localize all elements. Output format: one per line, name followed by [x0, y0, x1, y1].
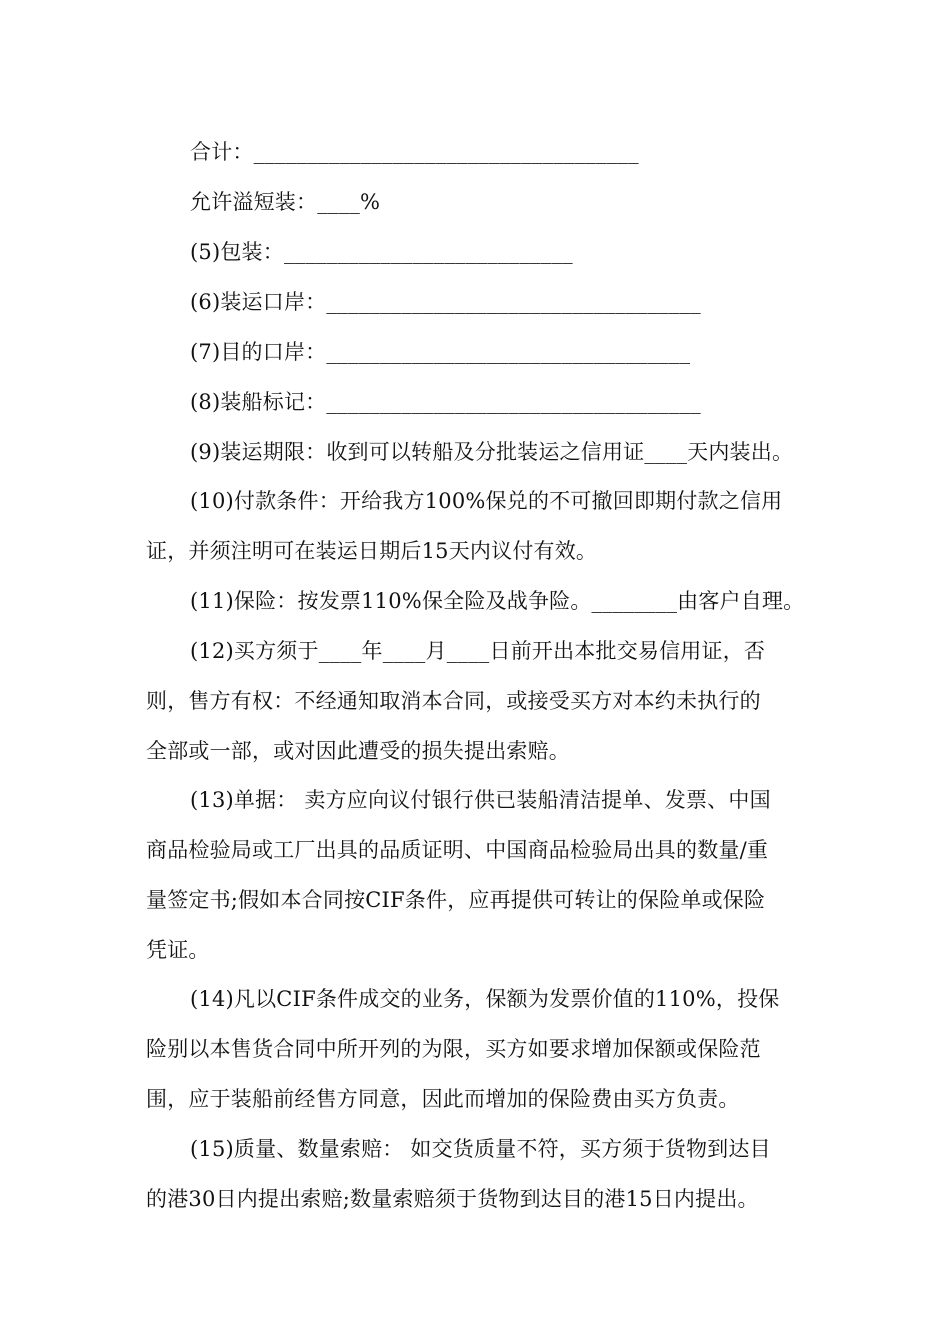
documents-line-4: 凭证。: [146, 938, 210, 962]
cif-insurance-line-2: 险别以本售货合同中所开列的为限，买方如要求增加保额或保险范: [146, 1037, 761, 1061]
claims-line-2: 的港30日内提出索赔;数量索赔须于货物到达目的港15日内提出。: [146, 1187, 759, 1211]
packing-line: (5)包装：___________________________: [190, 240, 573, 264]
credit-deadline-line-2: 则，售方有权：不经通知取消本合同，或接受买方对本约未执行的: [146, 689, 761, 713]
loading-port-line: (6)装运口岸：___________________________________: [190, 290, 701, 314]
payment-terms-line-2: 证，并须注明可在装运日期后15天内议付有效。: [146, 539, 598, 563]
tolerance-line: 允许溢短装：____%: [190, 190, 381, 214]
cif-insurance-line-1: (14)凡以CIF条件成交的业务，保额为发票价值的110%，投保: [190, 987, 780, 1011]
credit-deadline-line-3: 全部或一部，或对因此遭受的损失提出索赔。: [146, 739, 570, 763]
claims-line-1: (15)质量、数量索赔： 如交货质量不符，买方须于货物到达目: [190, 1137, 771, 1161]
credit-deadline-line-1: (12)买方须于____年____月____日前开出本批交易信用证，否: [190, 639, 766, 663]
documents-line-1: (13)单据： 卖方应向议付银行供已装船清洁提单、发票、中国: [190, 788, 771, 812]
destination-port-line: (7)目的口岸：__________________________________: [190, 340, 691, 364]
documents-line-2: 商品检验局或工厂出具的品质证明、中国商品检验局出具的数量/重: [146, 838, 769, 862]
total-line: 合计：____________________________________: [190, 140, 639, 164]
payment-terms-line-1: (10)付款条件：开给我方100%保兑的不可撤回即期付款之信用: [190, 489, 783, 513]
documents-line-3: 量签定书;假如本合同按CIF条件，应再提供可转让的保险单或保险: [146, 888, 766, 912]
shipment-period-line: (9)装运期限：收到可以转船及分批装运之信用证____天内装出。: [190, 440, 794, 464]
shipping-marks-line: (8)装船标记：___________________________________: [190, 390, 701, 414]
cif-insurance-line-3: 围，应于装船前经售方同意，因此而增加的保险费由买方负责。: [146, 1087, 740, 1111]
insurance-line: (11)保险：按发票110%保全险及战争险。________由客户自理。: [190, 589, 805, 613]
